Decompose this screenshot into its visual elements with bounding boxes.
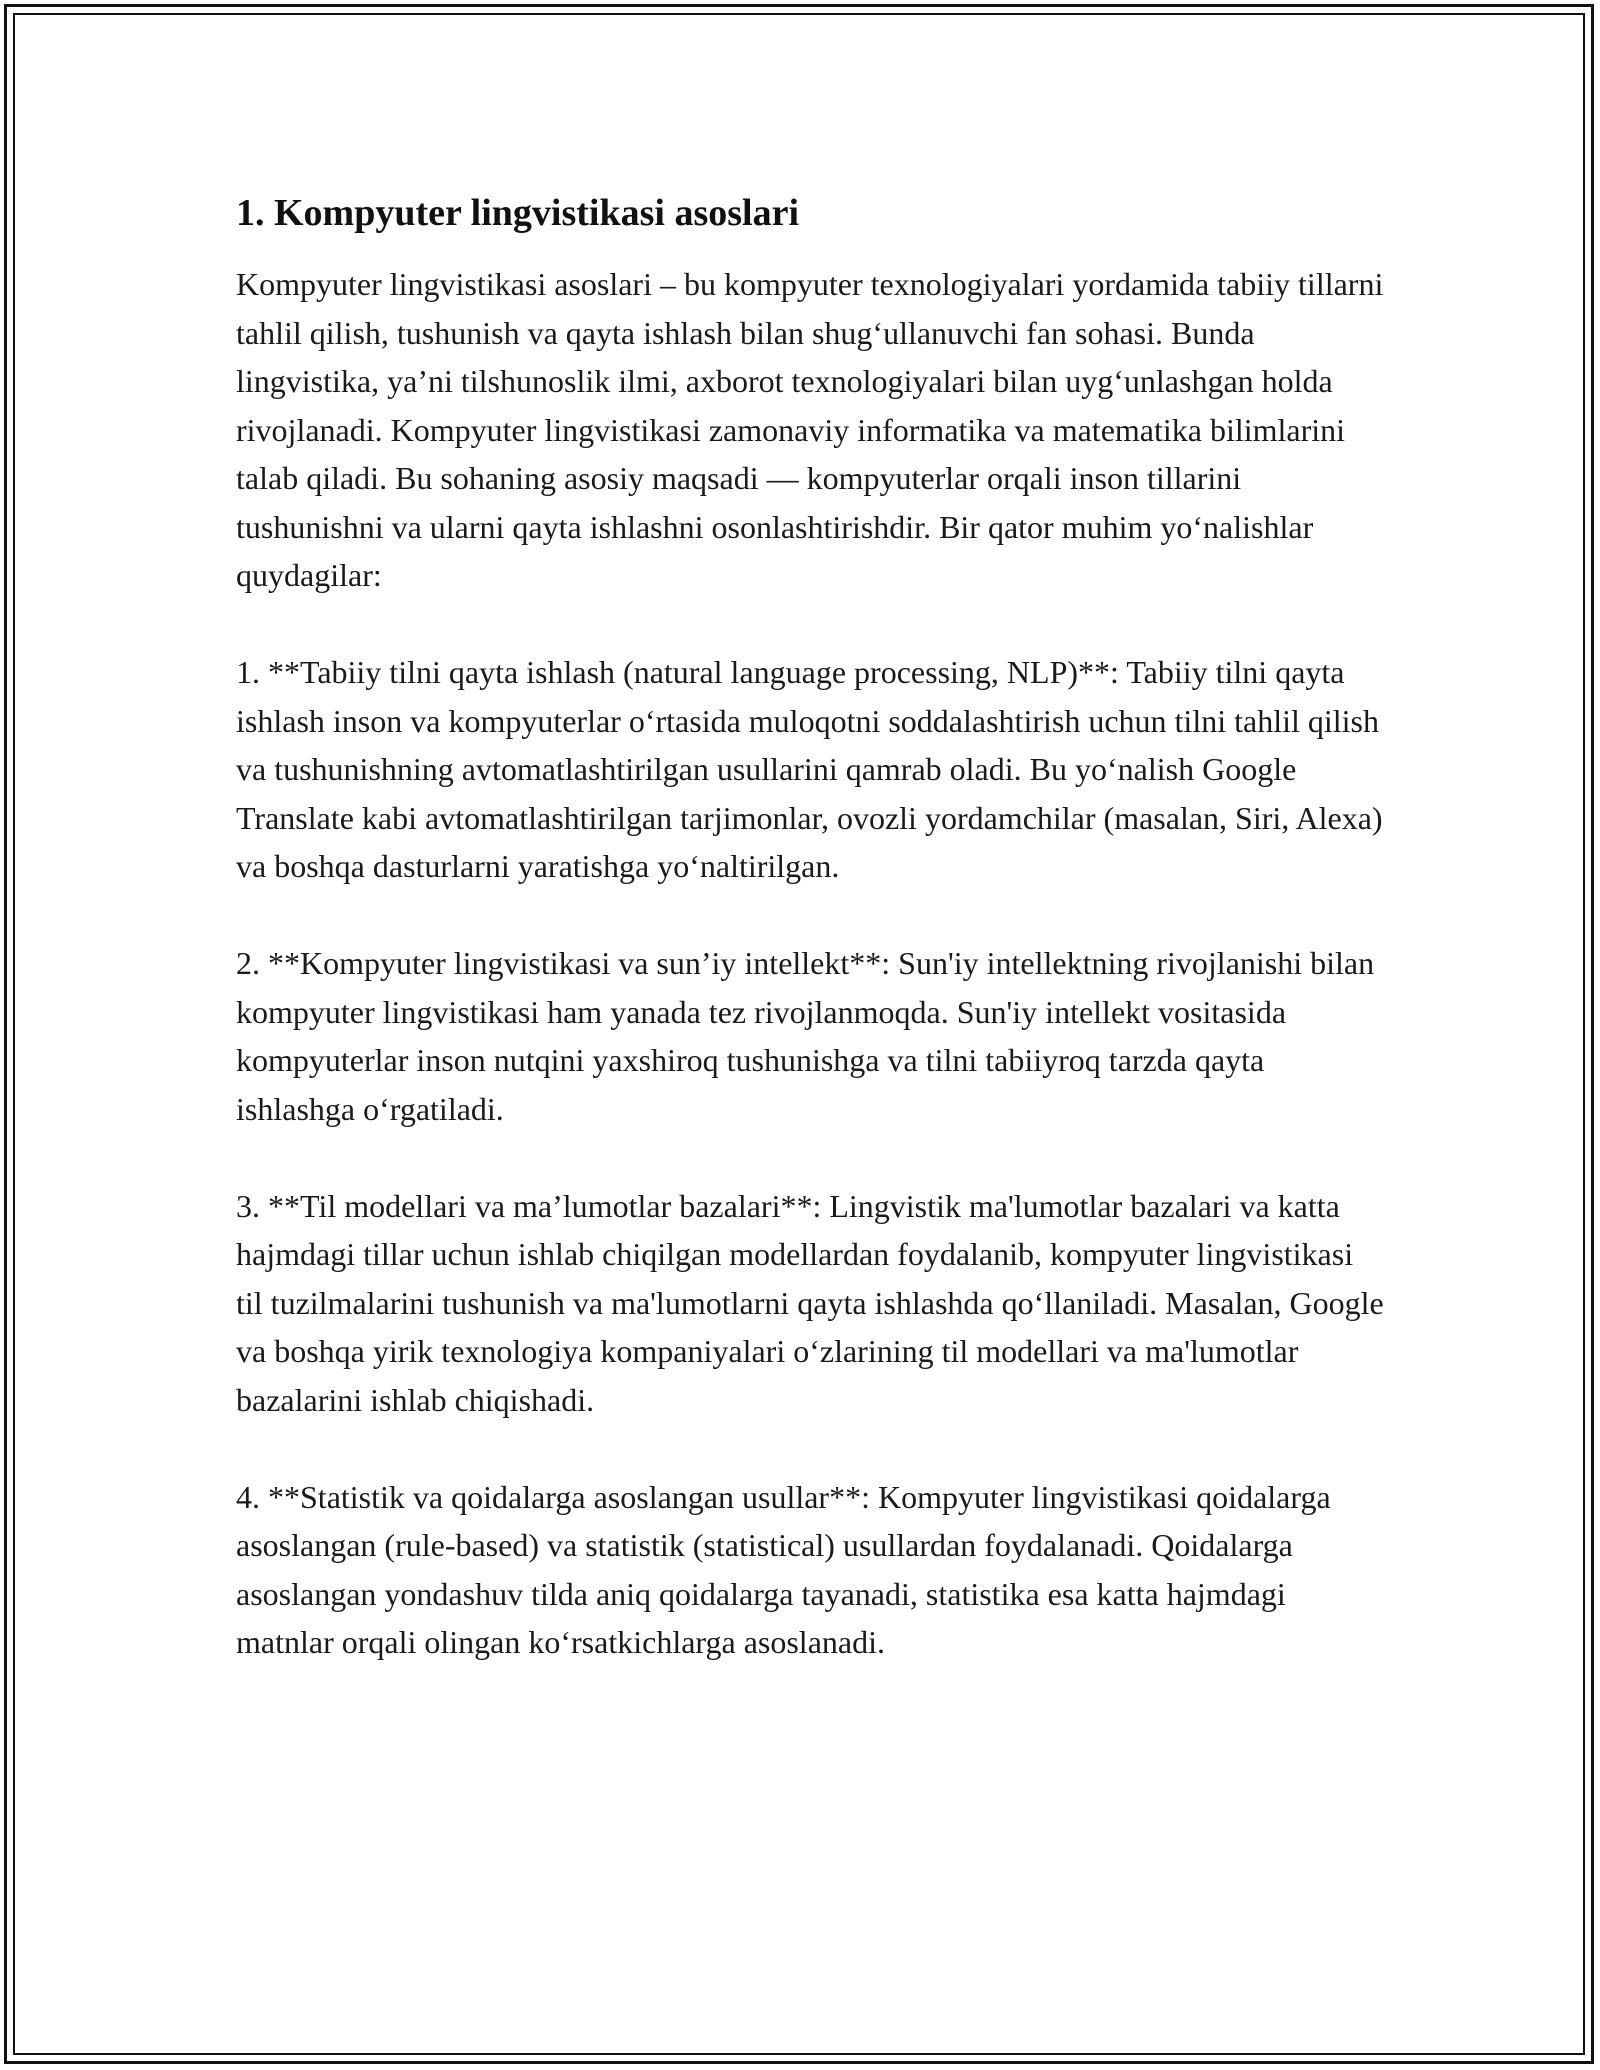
document-title: 1. Kompyuter lingvistikasi asoslari [236, 192, 800, 234]
list-item-ai: 2. **Kompyuter lingvistikasi va sun’iy intellekt**: Sun'iy intellektning rivojlanishi bilan kompyuter lingvistikasi ham yanada tez rivojlanmoqda. Sun'iy intellekt vositasida kompyuterlar inson nutqini yaxshiroq tushunishga va tilni tabiiyroq tarzda qayta ishlashga o‘rgatiladi. [236, 945, 1375, 1127]
list-item-nlp: 1. **Tabiiy tilni qayta ishlash (natural language processing, NLP)**: Tabiiy tilni qayta ishlash inson va kompyuterlar o‘rtasida muloqotni soddalashtirish uchun tilni tahlil qilish va tushunishning avtomatlashtirilgan usullarini qamrab oladi. Bu yo‘nalish Google Translate kabi avtomatlashtirilgan tarjimonlar, ovozli yordamchilar (masalan, Siri, Alexa) va boshqa dasturlarni yaratishga yo‘naltirilgan. [236, 654, 1383, 884]
document-body [236, 188, 1386, 1715]
intro-paragraph: Kompyuter lingvistikasi asoslari – bu kompyuter texnologiyalari yordamida tabiiy tillarni tahlil qilish, tushunish va qayta ishlash bilan shug‘ullanuvchi fan sohasi. Bunda lingvistika, ya’ni tilshunoslik ilmi, axborot texnologiyalari bilan uyg‘unlashgan holda rivojlanadi. Kompyuter lingvistikasi zamonaviy informatika va matematika bilimlarini talab qiladi. Bu sohaning asosiy maqsadi — kompyuterlar orqali inson tillarini tushunishni va ularni qayta ishlashni osonlashtirishdir. Bir qator muhim yo‘nalishlar quydagilar: [236, 266, 1384, 593]
list-item-language-models: 3. **Til modellari va ma’lumotlar bazalari**: Lingvistik ma'lumotlar bazalari va katta hajmdagi tillar uchun ishlab chiqilgan modellardan foydalanib, kompyuter lingvistikasi til tuzilmalarini tushunish va ma'lumotlarni qayta ishlashda qo‘llaniladi. Masalan, Google va boshqa yirik texnologiya kompaniyalari o‘zlarining til modellari va ma'lumotlar bazalarini ishlab chiqishadi. [236, 1187, 1384, 1418]
list-item-statistical-methods: 4. **Statistik va qoidalarga asoslangan usullar**: Kompyuter lingvistikasi qoidalarga asoslangan (rule-based) va statistik (statistical) usullardan foydalanadi. Qoidalarga asoslangan yondashuv tilda aniq qoidalarga tayanadi, statistika esa katta hajmdagi matnlar orqali olingan ko‘rsatkichlarga asoslanadi. [236, 1478, 1331, 1660]
